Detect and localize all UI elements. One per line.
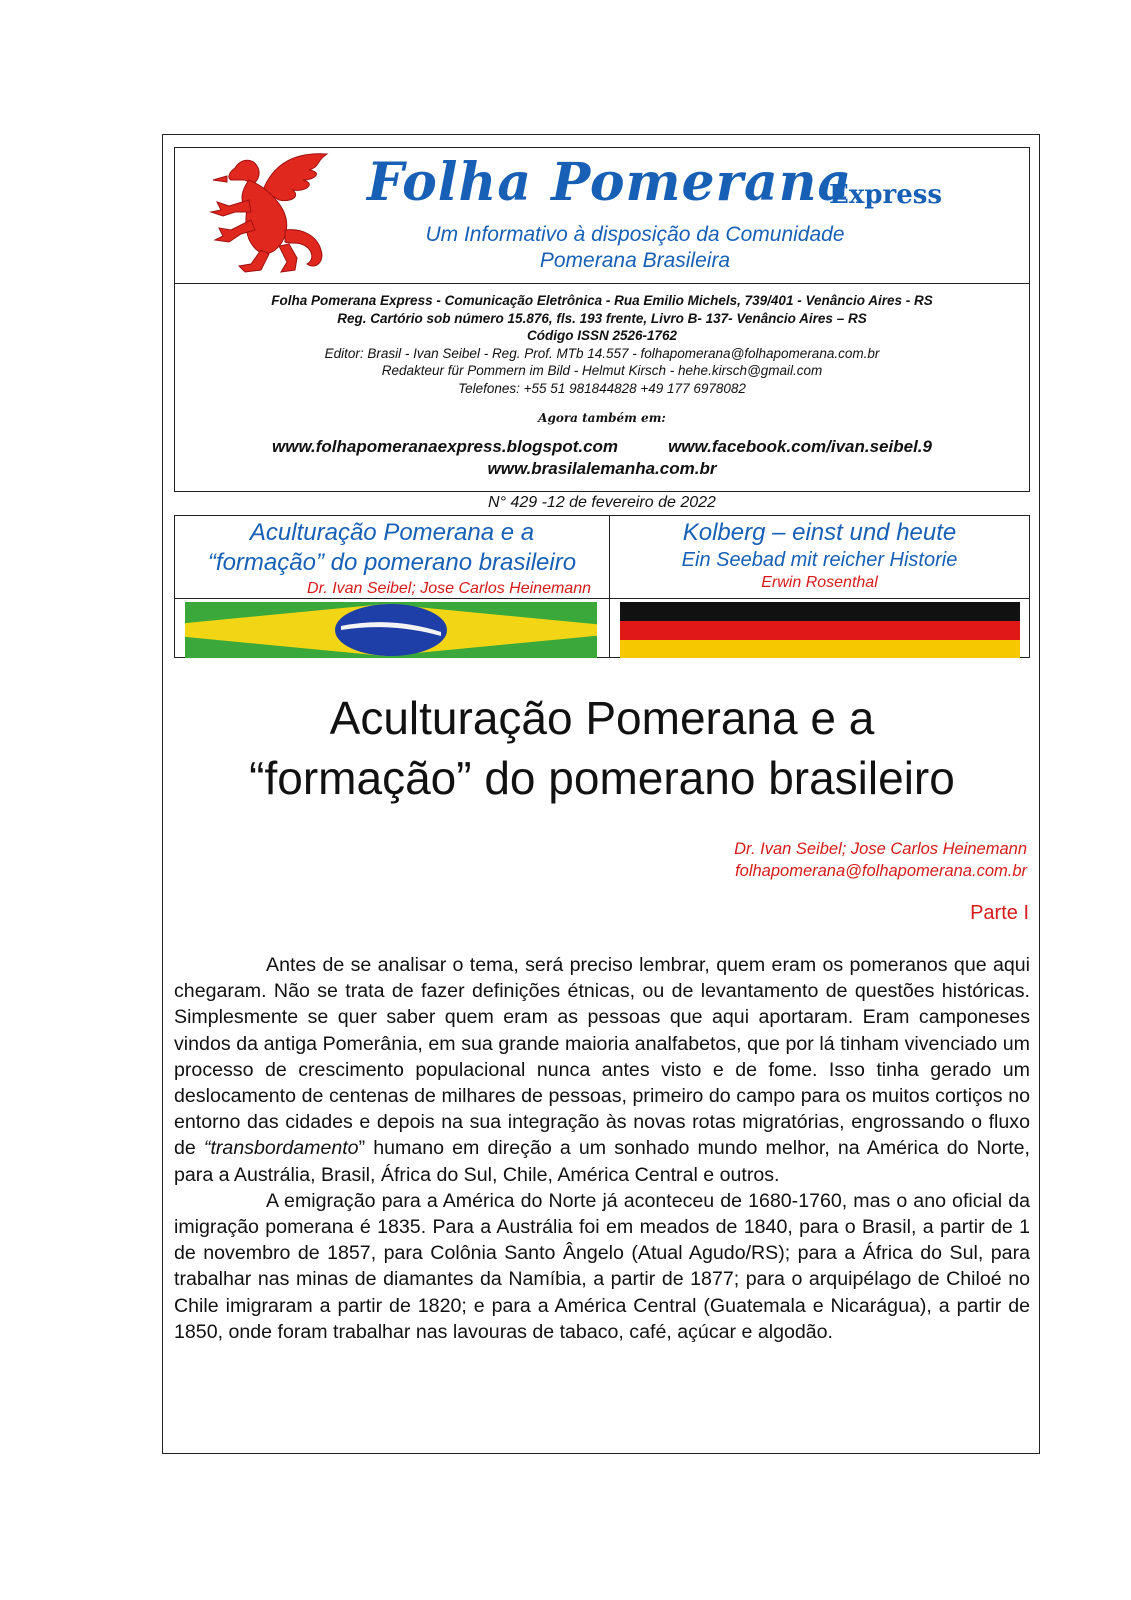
- red-griffin-icon: [205, 150, 335, 276]
- links-row: [175, 437, 1029, 457]
- brazil-flag-icon: [185, 602, 597, 658]
- feature-box-portuguese[interactable]: [174, 515, 610, 658]
- edition-label: Express: [829, 180, 943, 210]
- part-label: Parte I: [970, 902, 1029, 924]
- byline-email[interactable]: folhapomerana@folhapomerana.com.br: [735, 862, 1027, 880]
- feature-title-line2: “formação” do pomerano brasileiro: [207, 549, 577, 576]
- info-address: Folha Pomerana Express - Comunicação Eletrônica - Rua Emilio Michels, 739/401 - Venâncio Aires - RS: [271, 293, 933, 308]
- tagline: [355, 222, 915, 274]
- info-registry: Reg. Cartório sob número 15.876, fls. 193 frente, Livro B- 137- Venâncio Aires – RS: [337, 310, 867, 326]
- blog-link[interactable]: www.folhapomeranaexpress.blogspot.com: [272, 437, 619, 456]
- article-title: [174, 688, 1030, 808]
- publisher-info: [174, 283, 1030, 492]
- issue-number: N° 429 -12 de fevereiro de 2022: [488, 494, 716, 511]
- emphasis: “transbordamento: [203, 1137, 359, 1160]
- paragraph: Antes de se analisar o tema, será preciso lembrar, quem eram os pomeranos que aqui chegaram. Não se trata de fazer definições étnicas, ou de levantamento de questões históricas. Simplesmente se quer saber quem eram as pessoas que aqui aportaram. Eram camponeses vindos da antiga Pomerânia, em sua grande maioria analfabetos, que por lá tinham vivenciado um processo de crescimento populacional nunca antes visto e de fome. Isso tinha gerado um deslocamento de centenas de milhares de pessoas, primeiro do campo para os muitos cortiços no entorno das cidades e depois na sua integração às novas rotas migratórias, engrossando o fluxo de “transbordamento” humano em direção a um sonhado mundo melhor, na América do Norte, para a Austrália, Brasil, África do Sul, Chile, América Central e outros.: [174, 954, 1030, 1186]
- feature-title-line1: Aculturação Pomerana e a: [249, 519, 535, 546]
- masthead: [174, 147, 1030, 284]
- tagline-line1: Um Informativo à disposição da Comunidade: [425, 223, 845, 246]
- article-title-line2: “formação” do pomerano brasileiro: [249, 752, 955, 804]
- site-link[interactable]: www.brasilalemanha.com.br: [487, 459, 717, 478]
- facebook-link[interactable]: www.facebook.com/ivan.seibel.9: [668, 437, 932, 456]
- byline: [734, 838, 1027, 882]
- info-issn: Código ISSN 2526-1762: [526, 328, 678, 343]
- article-body: [174, 952, 1030, 1345]
- feature-box-german[interactable]: [609, 515, 1030, 658]
- feature-title: Kolberg – einst und heute: [682, 519, 957, 546]
- divider: [610, 598, 1029, 599]
- info-redakteur: Redakteur für Pommern im Bild - Helmut Kirsch - hehe.kirsch@gmail.com: [381, 363, 823, 378]
- info-editor: Editor: Brasil - Ivan Seibel - Reg. Prof. MTb 14.557 - folhapomerana@folhapomerana.com.br: [324, 345, 880, 361]
- feature-author: Dr. Ivan Seibel; Jose Carlos Heinemann: [307, 580, 591, 597]
- feature-subtitle: Ein Seebad mit reicher Historie: [681, 549, 958, 571]
- paragraph: A emigração para a América do Norte já aconteceu de 1680-1760, mas o ano oficial da imigração pomerana é 1835. Para a Austrália foi em meados de 1840, para o Brasil, a partir de 1 de novembro de 1857, para Colônia Santo Ângelo (Atual Agudo/RS); para a África do Sul, para trabalhar nas minas de diamantes da Namíbia, a partir de 1877; para o arquipélago de Chiloé no Chile imigraram a partir de 1820; e para a América Central (Guatemala e Nicarágua), a partir de 1850, onde foram trabalhar nas lavouras de tabaco, café, açúcar e algodão.: [174, 1189, 1030, 1343]
- germany-flag-icon: [620, 602, 1020, 658]
- tagline-line2: Pomerana Brasileira: [539, 249, 731, 272]
- article-title-line1: Aculturação Pomerana e a: [329, 692, 875, 744]
- byline-authors: Dr. Ivan Seibel; Jose Carlos Heinemann: [734, 840, 1027, 858]
- also-on-label: Agora também em:: [538, 411, 666, 425]
- divider: [175, 598, 609, 599]
- newspaper-title: Folha Pomerana: [367, 152, 853, 213]
- info-phones: Telefones: +55 51 981844828 +49 177 6978082: [458, 380, 746, 396]
- feature-author: Erwin Rosenthal: [761, 574, 878, 591]
